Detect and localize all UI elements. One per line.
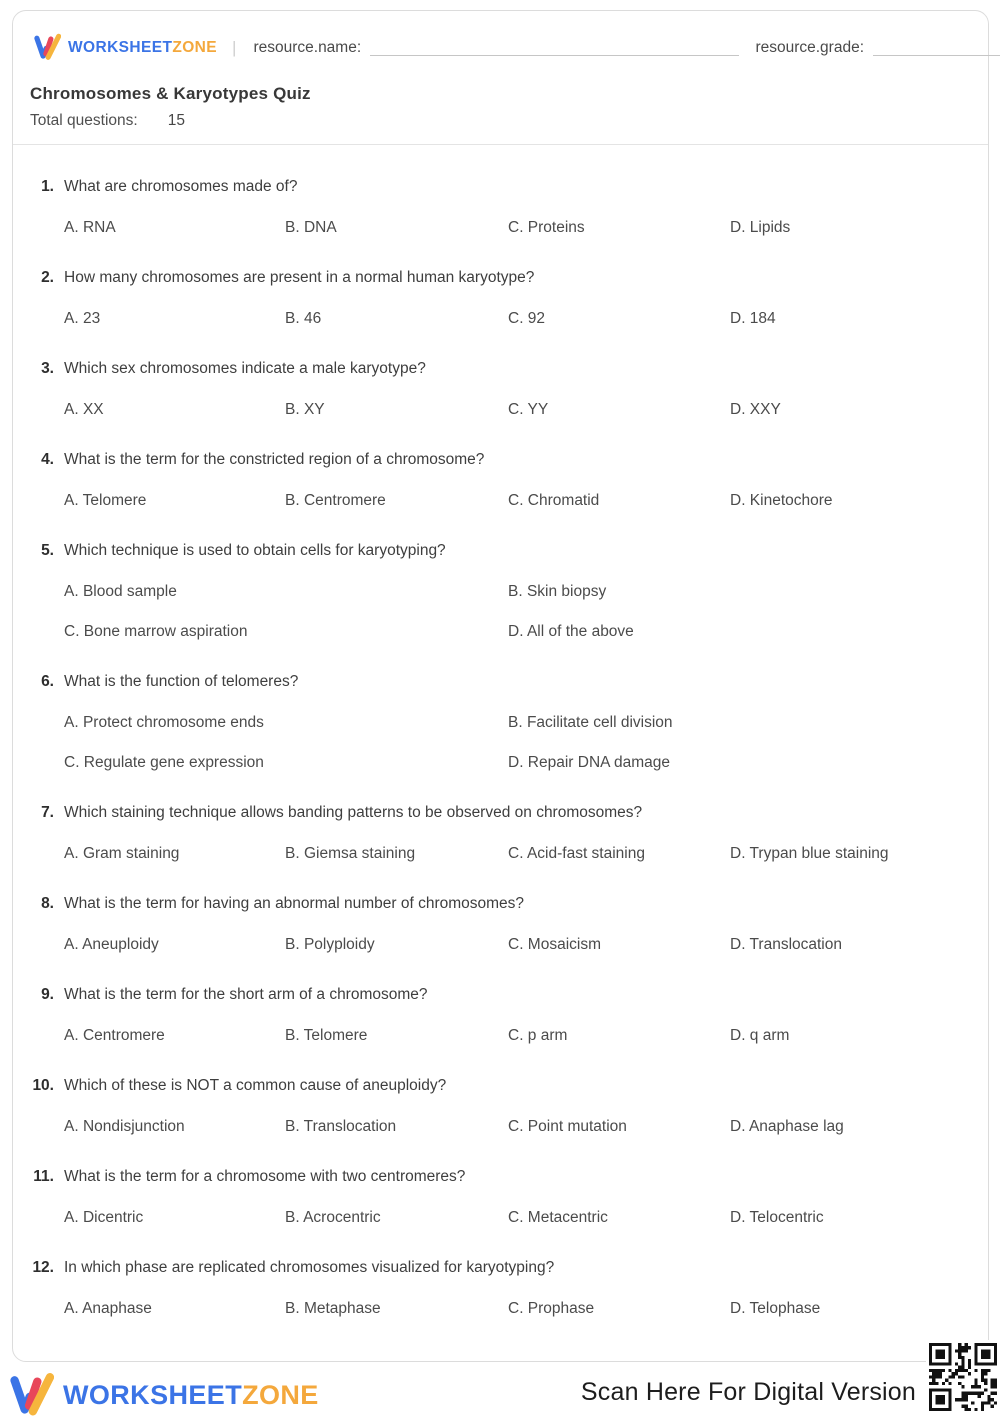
- option: B. Giemsa staining: [285, 845, 416, 862]
- questions-list: [13, 145, 988, 1319]
- question-text: Which staining technique allows banding patterns to be observed on chromosomes?: [64, 804, 643, 821]
- question-row: [13, 1258, 988, 1278]
- question-options: [64, 582, 988, 642]
- question-number: 7.: [41, 804, 54, 821]
- question-text: What is the term for having an abnormal number of chromosomes?: [64, 895, 525, 912]
- total-questions-value: 15: [167, 112, 185, 129]
- option: B. Translocation: [285, 1118, 397, 1135]
- option: C. Prophase: [508, 1300, 595, 1317]
- option: A. Protect chromosome ends: [64, 714, 264, 731]
- question-options: [64, 491, 988, 511]
- question-text: Which sex chromosomes indicate a male karyotype?: [64, 360, 426, 377]
- question-number: 8.: [41, 895, 54, 912]
- option: B. Centromere: [285, 492, 386, 509]
- question-block: [13, 359, 988, 420]
- question-block: [13, 1258, 988, 1319]
- question-number: 2.: [41, 269, 54, 286]
- question-text: Which of these is NOT a common cause of aneuploidy?: [64, 1077, 447, 1094]
- question-block: [13, 1167, 988, 1228]
- question-text: What are chromosomes made of?: [64, 178, 298, 195]
- brand-text-zone: ZONE: [242, 1380, 319, 1410]
- option: D. q arm: [730, 1027, 790, 1044]
- header-vertical-divider: |: [232, 38, 237, 57]
- question-text: What is the term for the constricted region of a chromosome?: [64, 451, 485, 468]
- question-block: [13, 803, 988, 864]
- option: C. Bone marrow aspiration: [64, 623, 248, 640]
- question-block: [13, 541, 988, 642]
- footer-brand-logo: [8, 1369, 319, 1422]
- option: B. Telomere: [285, 1027, 368, 1044]
- option: C. Point mutation: [508, 1118, 627, 1135]
- question-row: [13, 541, 988, 561]
- option: C. Acid-fast staining: [508, 845, 645, 862]
- question-text: Which technique is used to obtain cells for karyotyping?: [64, 542, 446, 559]
- question-number: 10.: [32, 1077, 54, 1094]
- option: C. p arm: [508, 1027, 568, 1044]
- card-header: [13, 11, 988, 64]
- option: D. Repair DNA damage: [508, 754, 670, 771]
- question-row: [13, 985, 988, 1005]
- question-block: [13, 672, 988, 773]
- question-row: [13, 268, 988, 288]
- question-block: [13, 450, 988, 511]
- total-questions-label: Total questions:: [30, 112, 138, 129]
- qr-code-pattern: [929, 1343, 997, 1411]
- option: D. XXY: [730, 401, 781, 418]
- brand-text-worksheet: WORKSHEET: [68, 39, 173, 56]
- option: D. All of the above: [508, 623, 634, 640]
- qr-code: [926, 1340, 1000, 1414]
- option: B. Facilitate cell division: [508, 714, 673, 731]
- question-block: [13, 985, 988, 1046]
- option: B. Acrocentric: [285, 1209, 381, 1226]
- option: D. 184: [730, 310, 776, 327]
- question-options: [64, 935, 988, 955]
- option: A. Centromere: [64, 1027, 165, 1044]
- option: A. Aneuploidy: [64, 936, 159, 953]
- option: D. Lipids: [730, 219, 791, 236]
- option: C. Mosaicism: [508, 936, 602, 953]
- option: A. RNA: [64, 219, 116, 236]
- question-number: 1.: [41, 178, 54, 195]
- question-row: [13, 177, 988, 197]
- worksheetzone-logo-icon: [8, 1369, 54, 1422]
- option: A. XX: [64, 401, 104, 418]
- question-options: [64, 1299, 988, 1319]
- option: D. Trypan blue staining: [730, 845, 889, 862]
- option: C. Proteins: [508, 219, 585, 236]
- question-options: [64, 713, 988, 773]
- resource-name-line: [370, 41, 739, 56]
- question-block: [13, 177, 988, 238]
- question-number: 6.: [41, 673, 54, 690]
- option: B. Skin biopsy: [508, 583, 607, 600]
- header-brand-logo: [33, 31, 217, 66]
- option: A. Telomere: [64, 492, 147, 509]
- option: C. Regulate gene expression: [64, 754, 264, 771]
- question-number: 5.: [41, 542, 54, 559]
- option: D. Kinetochore: [730, 492, 833, 509]
- scan-here-text: Scan Here For Digital Version: [580, 1378, 916, 1406]
- option: B. Polyploidy: [285, 936, 375, 953]
- question-row: [13, 359, 988, 379]
- resource-name-label: resource.name:: [253, 39, 362, 56]
- total-questions-row: [30, 112, 988, 130]
- option: D. Telophase: [730, 1300, 821, 1317]
- question-row: [13, 894, 988, 914]
- question-options: [64, 309, 988, 329]
- question-text: What is the function of telomeres?: [64, 673, 299, 690]
- question-options: [64, 400, 988, 420]
- option: A. Nondisjunction: [64, 1118, 185, 1135]
- option: C. Metacentric: [508, 1209, 608, 1226]
- brand-text-worksheet: WORKSHEET: [63, 1380, 243, 1410]
- option: C. Chromatid: [508, 492, 600, 509]
- option: B. Metaphase: [285, 1300, 381, 1317]
- question-number: 9.: [41, 986, 54, 1003]
- question-options: [64, 1026, 988, 1046]
- question-row: [13, 1076, 988, 1096]
- option: A. Anaphase: [64, 1300, 152, 1317]
- option: B. 46: [285, 310, 322, 327]
- question-text: What is the term for a chromosome with two centromeres?: [64, 1168, 466, 1185]
- option: C. YY: [508, 401, 549, 418]
- question-number: 4.: [41, 451, 54, 468]
- question-options: [64, 218, 988, 238]
- option: A. Blood sample: [64, 583, 177, 600]
- brand-text-zone: ZONE: [172, 39, 218, 56]
- question-text: In which phase are replicated chromosomes visualized for karyotyping?: [64, 1259, 555, 1276]
- brand-wordmark: [68, 39, 217, 57]
- question-options: [64, 1117, 988, 1137]
- option: C. 92: [508, 310, 546, 327]
- question-block: [13, 894, 988, 955]
- option: D. Translocation: [730, 936, 842, 953]
- brand-wordmark: [63, 1380, 319, 1411]
- question-number: 12.: [32, 1259, 54, 1276]
- question-row: [13, 672, 988, 692]
- question-row: [13, 803, 988, 823]
- question-block: [13, 1076, 988, 1137]
- option: B. DNA: [285, 219, 337, 236]
- question-row: [13, 450, 988, 470]
- question-options: [64, 844, 988, 864]
- question-row: [13, 1167, 988, 1187]
- worksheetzone-logo-icon: [33, 31, 61, 66]
- option: A. 23: [64, 310, 101, 327]
- option: D. Anaphase lag: [730, 1118, 844, 1135]
- question-number: 3.: [41, 360, 54, 377]
- option: D. Telocentric: [730, 1209, 824, 1226]
- question-number: 11.: [33, 1168, 54, 1185]
- worksheet-card: [12, 10, 989, 1362]
- option: A. Dicentric: [64, 1209, 144, 1226]
- question-text: What is the term for the short arm of a chromosome?: [64, 986, 428, 1003]
- question-text: How many chromosomes are present in a normal human karyotype?: [64, 269, 535, 286]
- resource-grade-label: resource.grade:: [755, 39, 864, 56]
- question-options: [64, 1208, 988, 1228]
- resource-grade-line: [873, 41, 1000, 56]
- quiz-title: Chromosomes & Karyotypes Quiz: [30, 84, 311, 103]
- option: B. XY: [285, 401, 325, 418]
- option: A. Gram staining: [64, 845, 180, 862]
- question-block: [13, 268, 988, 329]
